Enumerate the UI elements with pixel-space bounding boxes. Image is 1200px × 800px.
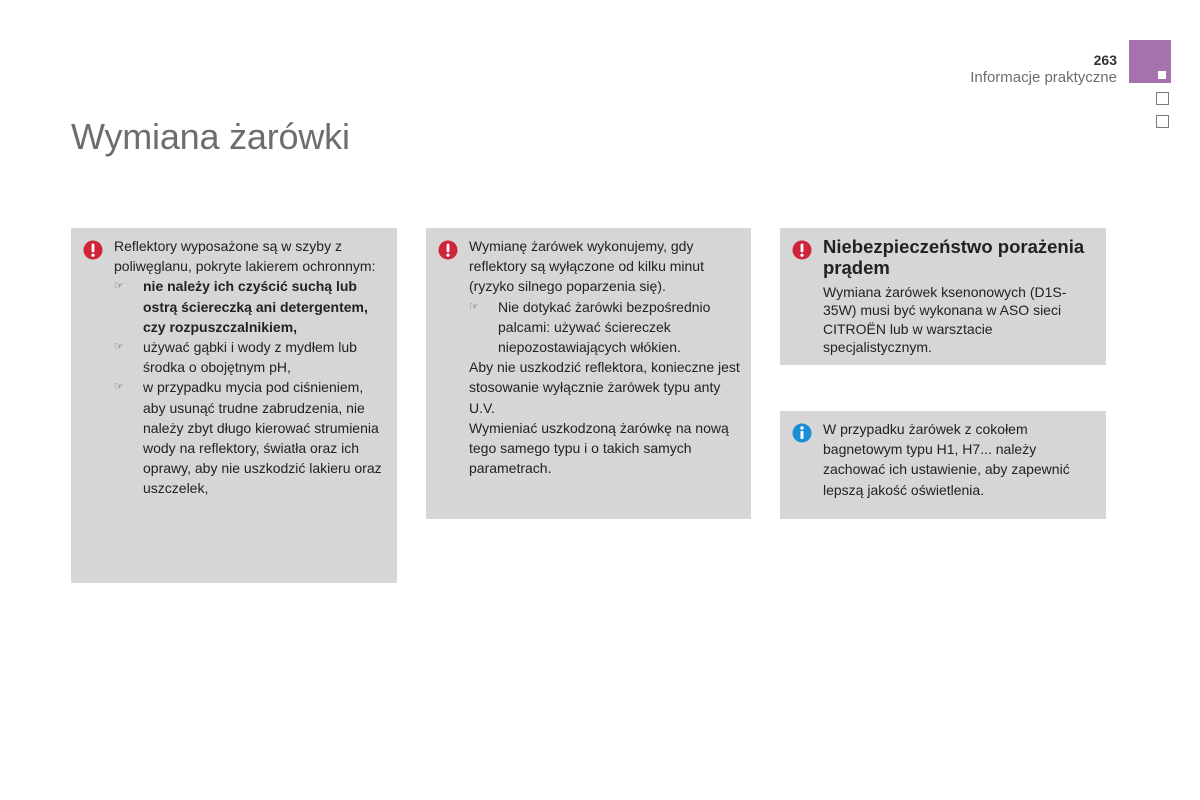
box1-bullet-text: w przypadku mycia pod ciśnieniem, aby usunąć trudne zabrudzenia, nie należy zbyt długo kierować strumienia wody na reflektory, światła oraz ich oprawy, aby nie uszkodzić lakieru oraz uszczelek, <box>143 379 382 497</box>
info-box-bayonet-bulbs <box>780 411 1106 519</box>
warning-box-reflectors <box>71 228 397 583</box>
list-item <box>114 276 387 337</box>
box3-heading: Niebezpieczeństwo porażenia prądem <box>823 236 1085 278</box>
pointing-hand-icon: ☞ <box>114 280 124 293</box>
box2-paragraph: Wymieniać uszkodzoną żarówkę na nową tego samego typu i o takich samych parametrach. <box>469 419 729 477</box>
box3-body <box>823 236 1096 357</box>
box2-intro: Wymianę żarówek wykonujemy, gdy reflektory są wyłączone od kilku minut (ryzyko silnego poparzenia się). <box>469 238 704 295</box>
list-item <box>114 337 387 377</box>
box2-paragraph: Aby nie uszkodzić reflektora, konieczne jest stosowanie wyłącznie żarówek typu anty U.V. <box>469 359 740 416</box>
box1-body <box>114 236 387 499</box>
box3-text: Wymiana żarówek ksenonowych (D1S-35W) musi być wykonana w ASO sieci CITROËN lub w warsztacie specjalistycznym. <box>823 284 1067 356</box>
warning-box-electric-shock <box>780 228 1106 365</box>
pointing-hand-icon: ☞ <box>114 341 124 354</box>
box4-text: W przypadku żarówek z cokołem bagnetowym typu H1, H7... należy zachować ich ustawienie, aby zapewnić lepszą jakość oświetlenia. <box>823 421 1070 498</box>
warning-box-bulb-replacement <box>426 228 751 519</box>
box2-bullet-text: Nie dotykać żarówki bezpośrednio palcami: używać ściereczek niepozostawiających włókien. <box>498 298 711 356</box>
pointing-hand-icon: ☞ <box>114 381 124 394</box>
nav-square-1 <box>1156 92 1169 105</box>
page-title: Wymiana żarówki <box>71 116 350 157</box>
chapter-tab <box>1129 40 1171 83</box>
warning-icon <box>792 240 812 260</box>
box1-bullet-text: nie należy ich czyścić suchą lub ostrą ściereczką ani detergentem, czy rozpuszczalnikiem, <box>143 278 368 335</box>
box1-intro: Reflektory wyposażone są w szyby z poliwęglanu, pokryte lakierem ochronnym: <box>114 238 376 275</box>
pointing-hand-icon: ☞ <box>469 300 479 313</box>
box1-bullet-text: używać gąbki i wody z mydłem lub środka o obojętnym pH, <box>143 339 357 376</box>
list-item <box>469 297 741 358</box>
list-item <box>114 377 387 498</box>
box2-body <box>469 236 741 478</box>
chapter-marker-icon <box>1158 71 1166 79</box>
box4-body <box>823 419 1096 500</box>
warning-icon <box>438 240 458 260</box>
nav-square-2 <box>1156 115 1169 128</box>
warning-icon <box>83 240 103 260</box>
section-label: Informacje praktyczne <box>970 69 1117 86</box>
info-icon <box>792 423 812 443</box>
page-number: 263 <box>1093 52 1117 68</box>
